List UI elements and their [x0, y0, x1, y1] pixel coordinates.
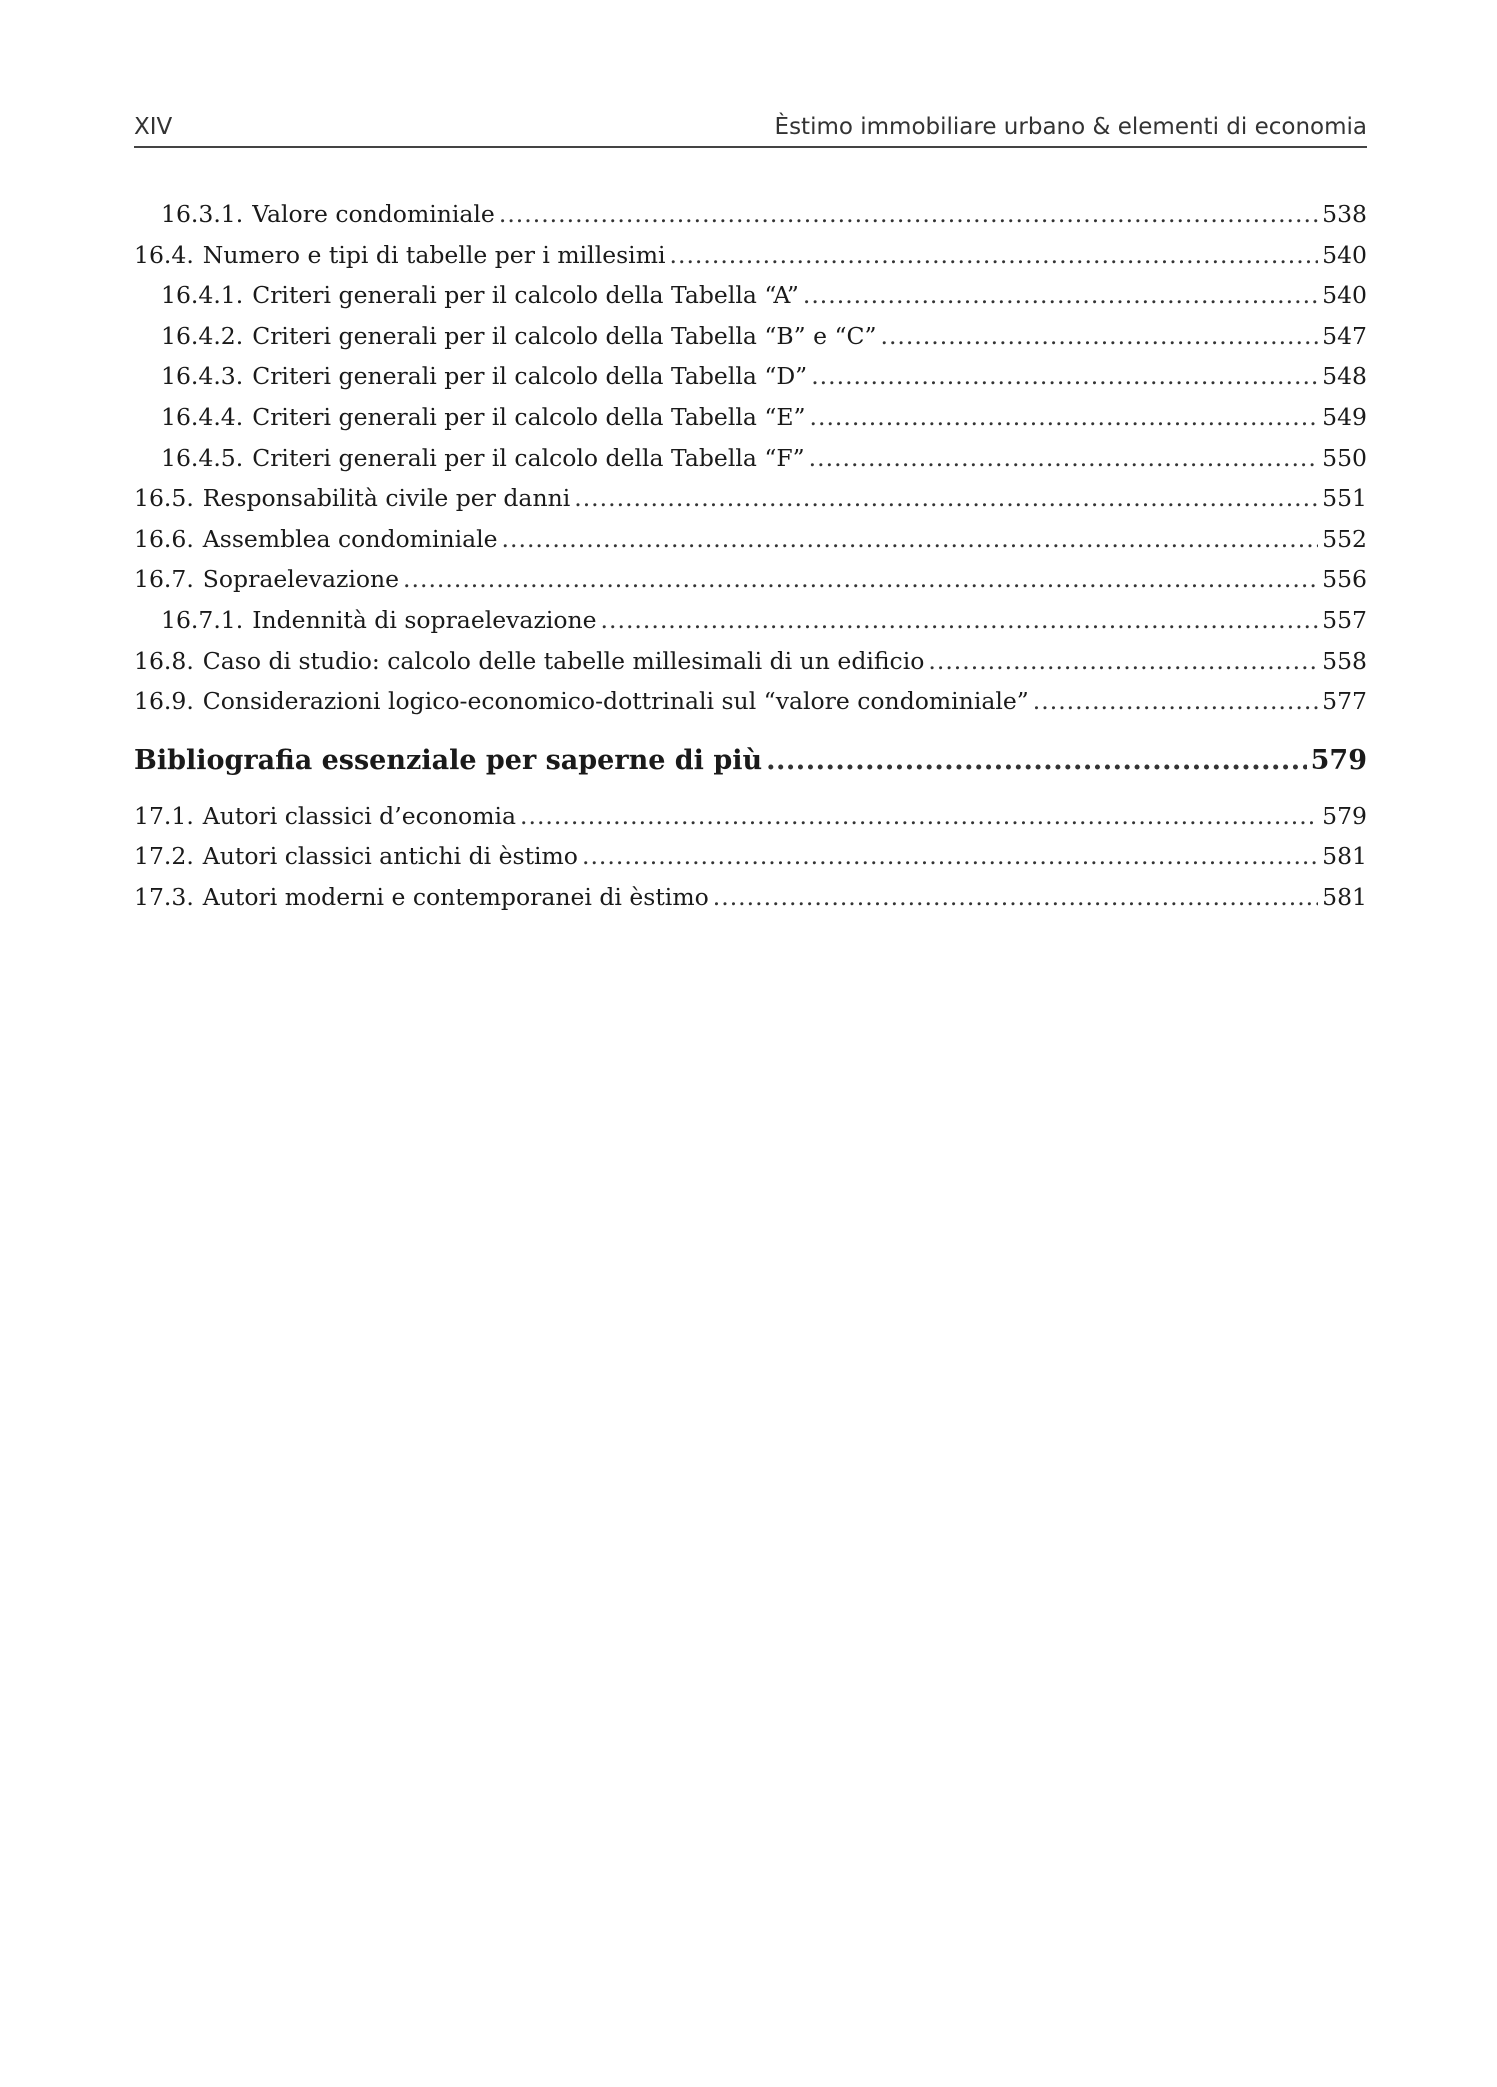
toc-entry[interactable]: [134, 559, 1367, 600]
toc-entry[interactable]: [134, 519, 1367, 560]
toc-entry[interactable]: [134, 681, 1367, 722]
toc-entry-title: Caso di studio: calcolo delle tabelle millesimali di un edificio: [202, 646, 925, 675]
dot-leader: [574, 478, 1318, 519]
toc-entry-title: Assemblea condominiale: [202, 524, 498, 553]
toc-entry-title: Criteri generali per il calcolo della Tabella “A”: [252, 281, 799, 310]
toc-entry[interactable]: [134, 356, 1367, 397]
toc-entry[interactable]: [134, 438, 1367, 479]
toc-chapter-page: 579: [1310, 744, 1367, 776]
toc-entry-number: 16.4.4.: [161, 402, 244, 431]
toc-entry-number: 16.6.: [134, 524, 194, 553]
toc-entry-number: 16.4.: [134, 240, 194, 269]
toc-entry-title: Autori classici antichi di èstimo: [202, 842, 578, 871]
dot-leader: [809, 438, 1318, 479]
toc-entry-page: 577: [1322, 687, 1367, 716]
toc-entry[interactable]: [134, 235, 1367, 276]
dot-leader: [499, 194, 1318, 235]
dot-leader: [582, 836, 1318, 877]
toc-entry-number: 17.2.: [134, 842, 194, 871]
toc-entry-title: Indennità di sopraelevazione: [252, 605, 597, 634]
toc-entry-page: 540: [1322, 281, 1367, 310]
dot-leader: [766, 736, 1307, 786]
toc-entry-page: 540: [1322, 240, 1367, 269]
toc-entry-title: Criteri generali per il calcolo della Tabella “B” e “C”: [252, 321, 877, 350]
toc-entry-title: Criteri generali per il calcolo della Tabella “D”: [252, 362, 808, 391]
toc-entry-page: 547: [1322, 321, 1367, 350]
toc-entry[interactable]: [134, 836, 1367, 877]
toc-entry-title: Autori moderni e contemporanei di èstimo: [202, 882, 709, 911]
toc-entry-page: 552: [1322, 524, 1367, 553]
toc-entry-number: 16.7.1.: [161, 605, 244, 634]
running-title: Èstimo immobiliare urbano & elementi di economia: [774, 114, 1367, 140]
dot-leader: [803, 275, 1318, 316]
toc-entry-page: 579: [1322, 801, 1367, 830]
toc-entry-number: 16.7.: [134, 565, 194, 594]
toc-entry-title: Responsabilità civile per danni: [202, 484, 571, 513]
toc-entry-number: 16.4.2.: [161, 321, 244, 350]
toc-entry-title: Autori classici d’economia: [202, 801, 517, 830]
toc-entry-number: 16.4.3.: [161, 362, 244, 391]
toc-entry[interactable]: [134, 397, 1367, 438]
toc-entry-number: 16.8.: [134, 646, 194, 675]
dot-leader: [403, 559, 1318, 600]
toc-entry-number: 17.3.: [134, 882, 194, 911]
toc-entry-number: 16.9.: [134, 687, 194, 716]
toc-entry[interactable]: [134, 796, 1367, 837]
toc-entry-title: Numero e tipi di tabelle per i millesimi: [202, 240, 666, 269]
toc-chapter-title: Bibliografia essenziale per saperne di più: [134, 744, 763, 776]
toc-entry-page: 550: [1322, 443, 1367, 472]
toc-entry-number: 16.5.: [134, 484, 194, 513]
toc-entry-number: 16.4.5.: [161, 443, 244, 472]
toc-entry-title: Criteri generali per il calcolo della Tabella “E”: [252, 402, 806, 431]
dot-leader: [502, 519, 1319, 560]
toc-entry[interactable]: [134, 194, 1367, 235]
toc-entry-page: 557: [1322, 605, 1367, 634]
toc-entry-page: 548: [1322, 362, 1367, 391]
toc-entry-page: 558: [1322, 646, 1367, 675]
dot-leader: [928, 641, 1318, 682]
toc-entry-title: Sopraelevazione: [202, 565, 400, 594]
toc-entry[interactable]: [134, 600, 1367, 641]
dot-leader: [520, 796, 1318, 837]
dot-leader: [810, 397, 1319, 438]
toc-entry-page: 538: [1322, 200, 1367, 228]
toc-entry-number: 16.4.1.: [161, 281, 244, 310]
toc-entry-title: Considerazioni logico-economico-dottrinali sul “valore condominiale”: [202, 687, 1029, 716]
running-header: [134, 110, 1367, 148]
page-number: XIV: [134, 114, 173, 140]
dot-leader: [670, 235, 1319, 276]
dot-leader: [713, 877, 1318, 918]
dot-leader: [811, 356, 1318, 397]
toc-entry[interactable]: [134, 275, 1367, 316]
toc-entry-title: Criteri generali per il calcolo della Tabella “F”: [252, 443, 805, 472]
toc-entry[interactable]: [134, 316, 1367, 357]
toc-entry[interactable]: [134, 877, 1367, 918]
toc-entry-page: 581: [1322, 842, 1367, 871]
table-of-contents: [134, 194, 1367, 918]
toc-entry-page: 581: [1322, 882, 1367, 911]
toc-chapter-bibliography[interactable]: [134, 736, 1367, 786]
toc-entry[interactable]: [134, 478, 1367, 519]
toc-entry-number: 16.3.1.: [161, 200, 244, 228]
toc-entry[interactable]: [134, 641, 1367, 682]
toc-entry-page: 549: [1322, 402, 1367, 431]
dot-leader: [880, 316, 1318, 357]
dot-leader: [601, 600, 1319, 641]
toc-entry-page: 556: [1322, 565, 1367, 594]
toc-entry-number: 17.1.: [134, 801, 194, 830]
toc-entry-page: 551: [1322, 484, 1367, 513]
toc-entry-title: Valore condominiale: [252, 200, 495, 228]
dot-leader: [1033, 681, 1318, 722]
